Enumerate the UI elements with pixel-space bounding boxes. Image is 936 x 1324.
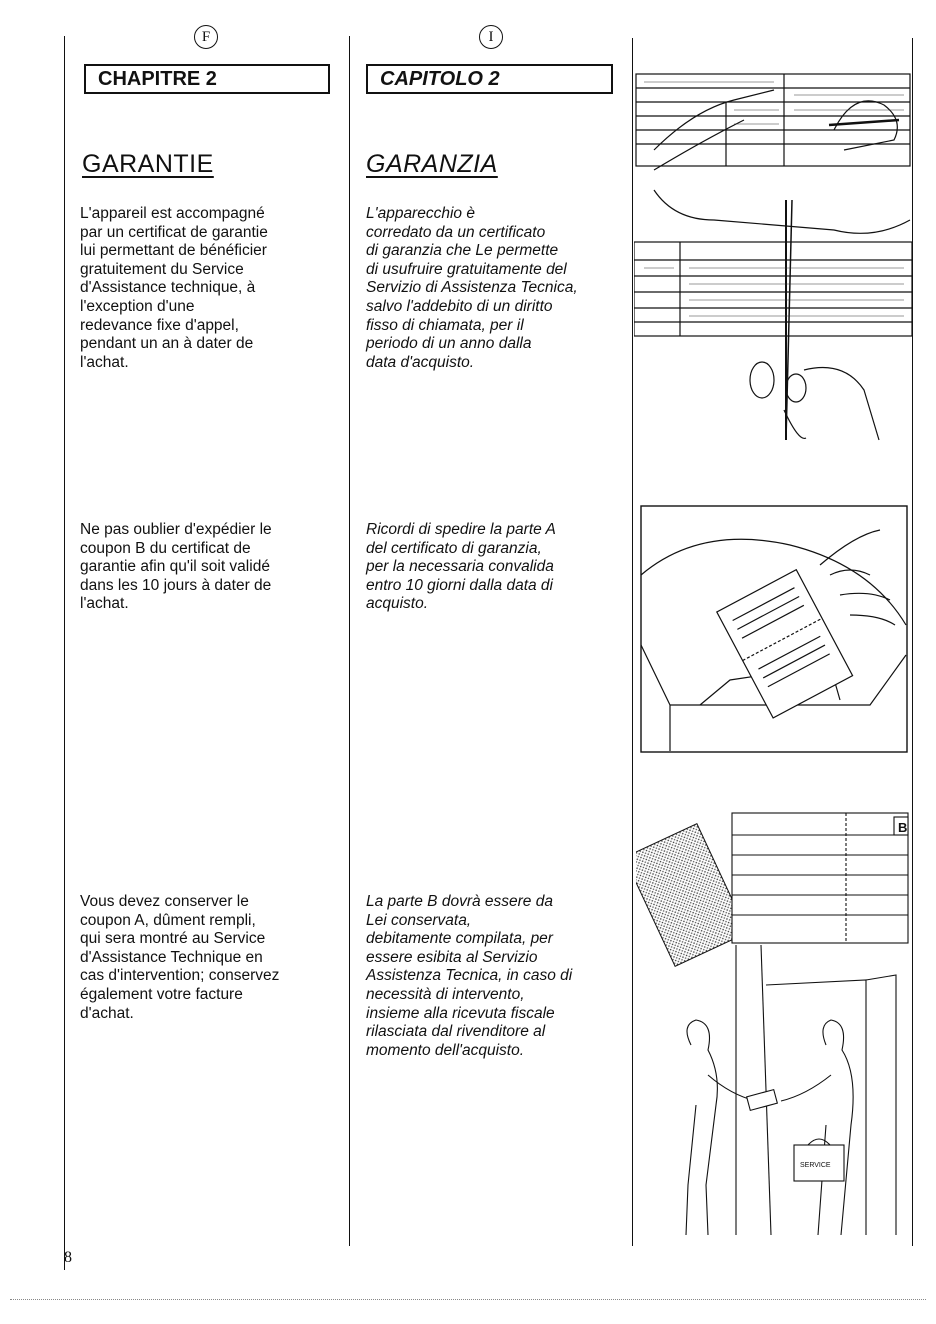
right-margin-rule [912, 38, 913, 1246]
service-handshake-illustration [636, 805, 912, 1245]
italian-language-badge: I [479, 25, 503, 49]
french-keep-coupon-paragraph: Vous devez conserver le coupon A, dûment rempli, qui sera montré au Service d'Assistance Technique en cas d'intervention; conservez également votre facture d'achat. [80, 893, 280, 1022]
french-chapter-heading: CHAPITRE 2 [84, 64, 330, 94]
french-warranty-paragraph: L'appareil est accompagné par un certificat de garantie lui permettant de bénéficier gratuitement du Service d'Assistance technique, à l'exception d'une redevance fixe d'appel, pendant un an à dater de l'achat. [80, 205, 268, 371]
mailing-coupon-illustration [640, 505, 910, 755]
column-divider-rule [349, 36, 350, 1246]
certificate-fill-and-cut-illustration [634, 70, 912, 470]
page-number: 8 [64, 1249, 72, 1266]
italian-keep-coupon-paragraph: La parte B dovrà essere da Lei conservata, debitamente compilata, per essere esibita al Servizio Assistenza Tecnica, in caso di necessità di intervento, insieme alla ricevuta fiscale rilasciata dal rivenditore al momento dell'acquisto. [366, 893, 573, 1059]
italian-section-title: GARANZIA [366, 150, 498, 178]
service-briefcase-label: SERVICE [800, 1162, 831, 1169]
french-send-coupon-paragraph: Ne pas oublier d'expédier le coupon B du certificat de garantie afin qu'il soit validé dans les 10 jours à dater de l'achat. [80, 521, 272, 613]
french-section-title: GARANTIE [82, 150, 214, 178]
bottom-rule [10, 1299, 926, 1300]
italian-chapter-heading: CAPITOLO 2 [366, 64, 613, 94]
italian-warranty-paragraph: L'apparecchio è corredato da un certificato di garanzia che Le permette di usufruire gratuitamente del Servizio di Assistenza Tecnica, salvo l'addebito di un diritto fisso di chiamata, per il periodo di un anno dalla data d'acquisto. [366, 205, 578, 371]
french-language-badge: F [194, 25, 218, 49]
coupon-b-label: B [898, 820, 908, 835]
illustration-divider-rule [632, 38, 633, 1246]
italian-send-coupon-paragraph: Ricordi di spedire la parte A del certificato di garanzia, per la necessaria convalida entro 10 giorni dalla data di acquisto. [366, 521, 556, 613]
left-margin-rule [64, 36, 65, 1270]
